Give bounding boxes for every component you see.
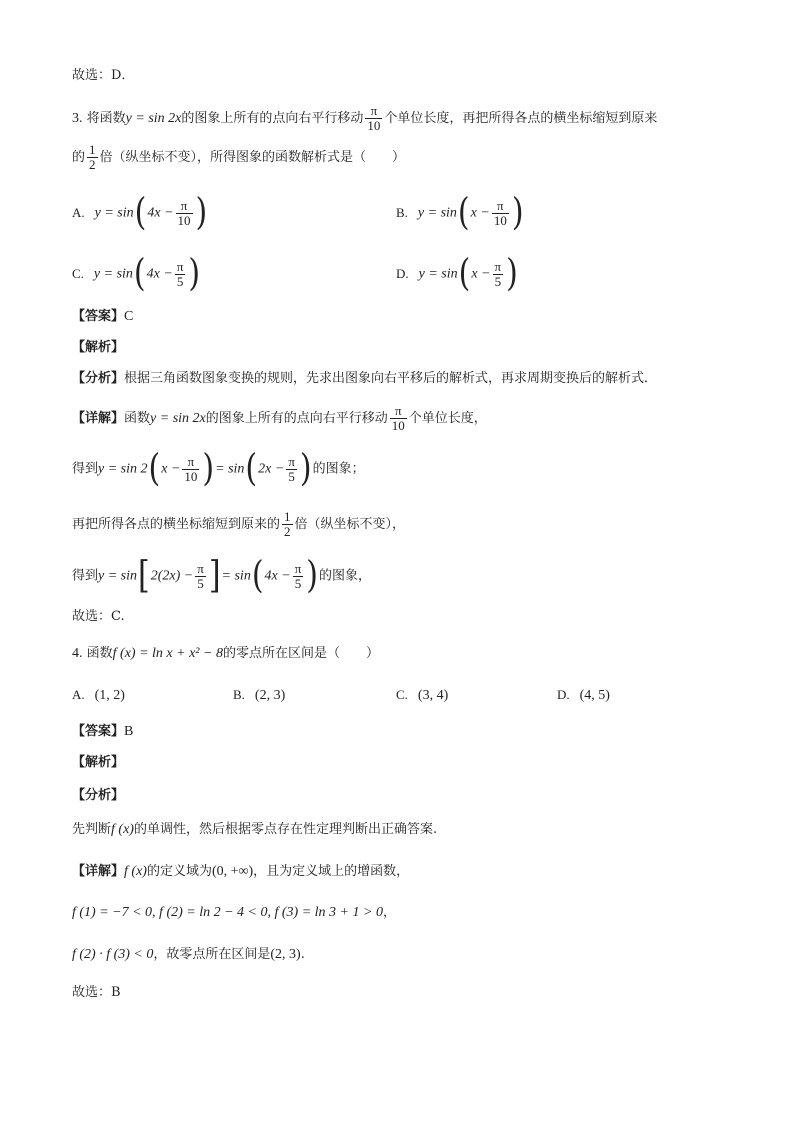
bracket-glyph: ( [457,190,470,235]
frac-den: 2 [284,524,291,539]
frac-num: π [390,404,407,419]
q4-xj-domain: (0, +∞) [211,864,254,879]
option-label: B. [233,687,245,702]
q3-step1-line [72,446,365,491]
q3-option-b [396,190,525,235]
bracket-glyph: ) [188,251,201,296]
q3-text-e: 倍（纵坐标不变），所得图象的函数解析式是（ ） [99,150,406,165]
q4-xj-text-b: ，且为定义域上的增函数， [253,864,410,879]
option-fraction [175,260,186,289]
option-label: C. [396,687,408,702]
q3-step3-line [72,553,372,598]
q3-text-b: 的图象上所有的点向右平行移动 [181,111,364,126]
option-inner: x − [470,205,490,221]
q4-option-c [396,685,448,706]
q3-number: 3. [72,111,83,126]
bracket-glyph: ( [134,190,147,235]
bracket-glyph: ) [511,190,524,235]
frac-num: π [294,560,302,576]
q3-stem-line-2 [72,143,405,172]
option-value: (4, 5) [579,688,610,703]
q4-calc2: f (2) · f (3) < 0 [72,947,154,962]
q4-answer: B [124,724,134,739]
q3-step1-frac [182,455,199,484]
frac-den: 10 [391,418,405,433]
fenxi-tag: 【分析】 [72,788,125,803]
option-label: D. [557,687,570,702]
q4-number: 4. [72,646,83,661]
q4-calc2-line [72,945,305,965]
q4-calc2-interval: (2, 3) [270,947,301,962]
q3-step3-text: 得到 [72,568,99,584]
q3-step3-end: 的图象， [319,568,372,584]
frac-den: 10 [184,468,198,484]
option-fraction [492,199,509,228]
q3-xj-text-b: 的图象上所有的点向右平行移动 [205,411,388,426]
frac-den: 5 [294,575,302,591]
bracket-glyph: ( [245,446,258,491]
option-inner: x − [471,266,491,282]
q4-text-b: 的零点所在区间是（ ） [222,646,379,661]
q4-fenxi-text-b: 的单调性，然后根据零点存在性定理判断出正确答案. [133,822,438,837]
q4-fenxi-func: f (x) [111,822,134,837]
frac-den: 2 [89,157,96,172]
q4-final-line [72,983,121,1003]
q3-step2-line [72,510,405,539]
frac-num: 1 [89,142,96,157]
q3-xj-text-c: 个单位长度， [408,411,487,426]
q4-calc2-text: ，故零点所在区间是 [153,947,271,962]
q3-step3-frac2 [293,562,304,591]
frac-den: 10 [177,212,191,228]
option-value: (1, 2) [94,688,125,703]
frac-num: 1 [284,509,291,524]
q3-option-c [72,251,201,296]
q3-xj-text-a: 函数 [124,411,151,426]
q3-step2-end: 倍（纵坐标不变）， [294,517,406,532]
option-value: (2, 3) [254,688,286,703]
q3-xiangjie-line [72,404,487,433]
q3-step3-eq: = sin [221,568,251,584]
frac-num: π [176,258,184,274]
bracket-glyph: ( [458,251,471,296]
q3-step2-half [282,510,293,539]
bracket-glyph: ) [506,251,518,296]
option-label: D. [396,265,409,281]
q3-step3-expr: y = sin [98,568,138,584]
frac-num: π [492,199,509,214]
xiangjie-tag: 【详解】 [72,864,125,879]
q3-step1-inner2: 2x − [258,461,285,477]
prev-answer-text: 故选：D． [72,68,135,83]
q4-calc2-end: . [300,947,305,962]
option-value: (3, 4) [417,688,449,703]
q4-answer-line [72,722,133,742]
q3-stem-line-1 [72,104,657,133]
fenxi-tag: 【分析】 [72,371,125,386]
q3-jiexi-line [72,338,124,358]
q4-jiexi-line [72,753,124,773]
answer-tag: 【答案】 [72,724,125,739]
option-pre: y = sin [417,205,457,221]
q3-option-d [396,251,519,296]
q3-step1-text: 得到 [72,461,99,477]
option-label: B. [396,204,408,220]
q3-step1-frac2 [286,455,297,484]
q4-fenxi-line [72,820,437,840]
option-inner: 4x − [146,266,173,282]
q4-option-a [72,685,125,706]
bracket-glyph: ( [133,251,146,296]
answer-tag: 【答案】 [72,309,125,324]
q3-answer: C [124,309,134,324]
q3-fraction-pi-10 [365,104,382,133]
frac-den: 5 [494,273,502,289]
q3-step1-expr: y = sin 2 [98,461,148,477]
bracket-glyph: ( [148,446,161,491]
q4-option-b [233,685,285,706]
q4-calc1-line [72,903,396,923]
q3-final: 故选：C. [72,609,125,624]
bracket-glyph: ) [299,446,312,491]
q3-answer-line [72,307,133,327]
q3-step1-inner: x − [161,461,181,477]
option-label: A. [72,204,85,220]
bracket-glyph: ) [202,446,215,491]
q3-text-a: 将函数 [86,111,126,126]
q3-step1-eq: = sin [215,461,245,477]
option-inner: 4x − [147,205,174,221]
frac-num: π [176,199,193,214]
frac-num: π [182,455,199,470]
prev-answer-line [72,66,134,86]
q3-option-a [72,190,208,235]
jiexi-tag: 【解析】 [72,340,125,355]
q4-stem-line [72,644,379,664]
q4-xj-text-a: 的定义域为 [146,864,212,879]
q4-function: f (x) = ln x + x² − 8 [112,646,223,661]
bracket-glyph: ] [208,553,221,598]
q4-fenxi-tag-line [72,786,124,806]
frac-den: 5 [197,575,204,591]
bracket-glyph: ) [306,553,319,598]
q4-option-d [557,685,610,706]
frac-den: 5 [176,273,184,289]
q3-fenxi-text: 根据三角函数图象变换的规则，先求出图象向右平移后的解析式，再求周期变换后的解析式． [124,371,658,386]
q3-step3-frac [195,562,206,591]
jiexi-tag: 【解析】 [72,755,125,770]
q4-text-a: 函数 [86,646,113,661]
q3-step1-end: 的图象； [312,461,365,477]
q3-step3-inner2: 4x − [264,568,291,584]
q3-final-line [72,607,125,627]
frac-num: π [288,453,295,469]
q3-fenxi-line [72,369,657,389]
frac-den: 5 [288,468,295,484]
option-label: A. [72,687,85,702]
q4-fenxi-text-a: 先判断 [72,822,112,837]
frac-den: 10 [493,212,507,228]
q4-calc1: f (1) = −7 < 0, f (2) = ln 2 − 4 < 0, f (3) = ln 3 + 1 > 0 [72,905,383,920]
q3-function: y = sin 2x [125,111,182,126]
q3-step3-inner: 2(2x) − [150,568,194,584]
q3-text-c: 个单位长度，再把所得各点的横坐标缩短到原来 [384,111,658,126]
bracket-glyph: [ [138,553,150,598]
q3-fraction-half [87,143,98,172]
frac-num: π [365,104,382,119]
option-fraction [176,199,193,228]
q3-xj-fraction [390,404,407,433]
q3-step2-text: 再把所得各点的横坐标缩短到原来的 [72,517,281,532]
frac-num: π [494,258,502,274]
option-pre: y = sin [94,205,134,221]
xiangjie-tag: 【详解】 [72,411,125,426]
q4-calc1-end: ， [382,905,396,920]
frac-num: π [197,560,204,576]
frac-den: 10 [367,118,381,133]
option-label: C. [72,265,84,281]
q3-xj-function: y = sin 2x [150,411,206,426]
bracket-glyph: ( [251,553,264,598]
option-pre: y = sin [93,266,133,282]
option-pre: y = sin [418,266,458,282]
q4-final: 故选：B [72,985,121,1000]
option-fraction [493,260,504,289]
q4-xj-func: f (x) [124,864,147,879]
q4-xiangjie-line [72,862,409,882]
bracket-glyph: ) [195,190,208,235]
q3-text-d: 的 [72,150,86,165]
